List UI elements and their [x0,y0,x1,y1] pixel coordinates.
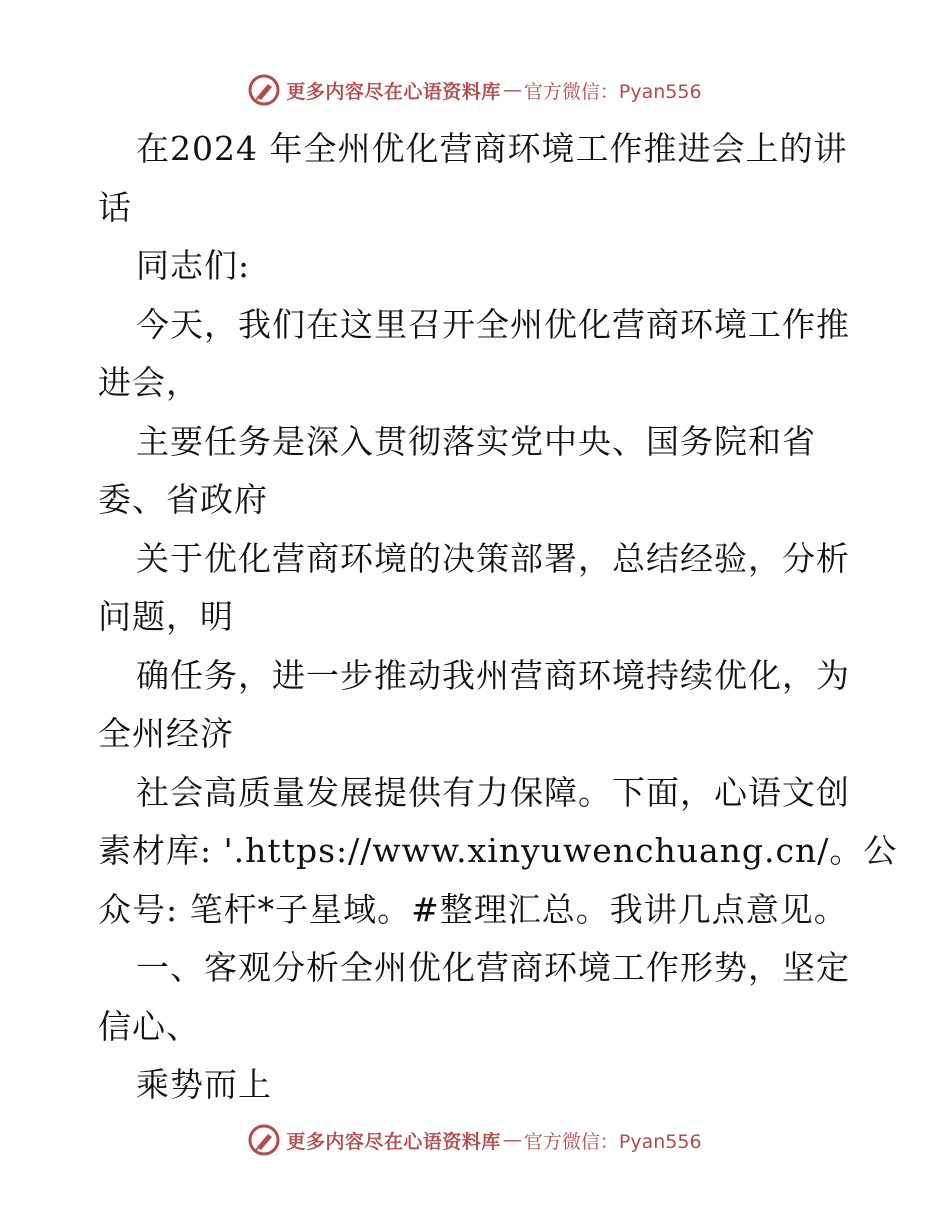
text-line: 素材库: '.https://www.xinyuwenchuang.cn/。公 [98,831,898,870]
text-line: 关于优化营商环境的决策部署，总结经验，分析 [136,538,850,578]
text-line: 进会， [98,363,200,402]
text-line: 信心、 [98,1006,200,1046]
text-line: 同志们: [136,246,251,285]
text-line: 委、省政府 [98,480,268,519]
watermark-wechat-text: 官方微信：Pyan556 [523,1130,702,1153]
text-line: 今天，我们在这里召开全州优化营商环境工作推 [136,304,850,344]
watermark-site-text: 更多内容尽在心语资料库 [286,1130,501,1153]
text-line: 乘势而上 [136,1065,272,1104]
text-line: 全州经济 [98,714,234,753]
pen-logo-icon [248,1124,280,1156]
text-line: 一、客观分析全州优化营商环境工作形势，坚定 [136,948,850,987]
watermark-separator: — [502,79,522,101]
text-line: 确任务，进一步推动我州营商环境持续优化，为 [136,655,850,695]
text-line: 众号: 笔杆*子星域。#整理汇总。我讲几点意见。 [98,889,848,929]
text-line: 主要任务是深入贯彻落实党中央、国务院和省 [136,421,816,461]
footer-watermark [0,1120,950,1160]
header-watermark [0,70,950,110]
watermark-wechat-text: 官方微信：Pyan556 [523,80,702,103]
text-line: 在2024 年全州优化营商环境工作推进会上的讲 [136,129,848,168]
document-body [98,120,898,1115]
watermark-separator: — [502,1129,522,1151]
pen-logo-icon [248,74,280,106]
text-line: 话 [98,187,132,227]
watermark-site-text: 更多内容尽在心语资料库 [286,80,501,103]
text-line: 问题，明 [98,597,234,636]
text-line: 社会高质量发展提供有力保障。下面，心语文创 [136,772,850,812]
